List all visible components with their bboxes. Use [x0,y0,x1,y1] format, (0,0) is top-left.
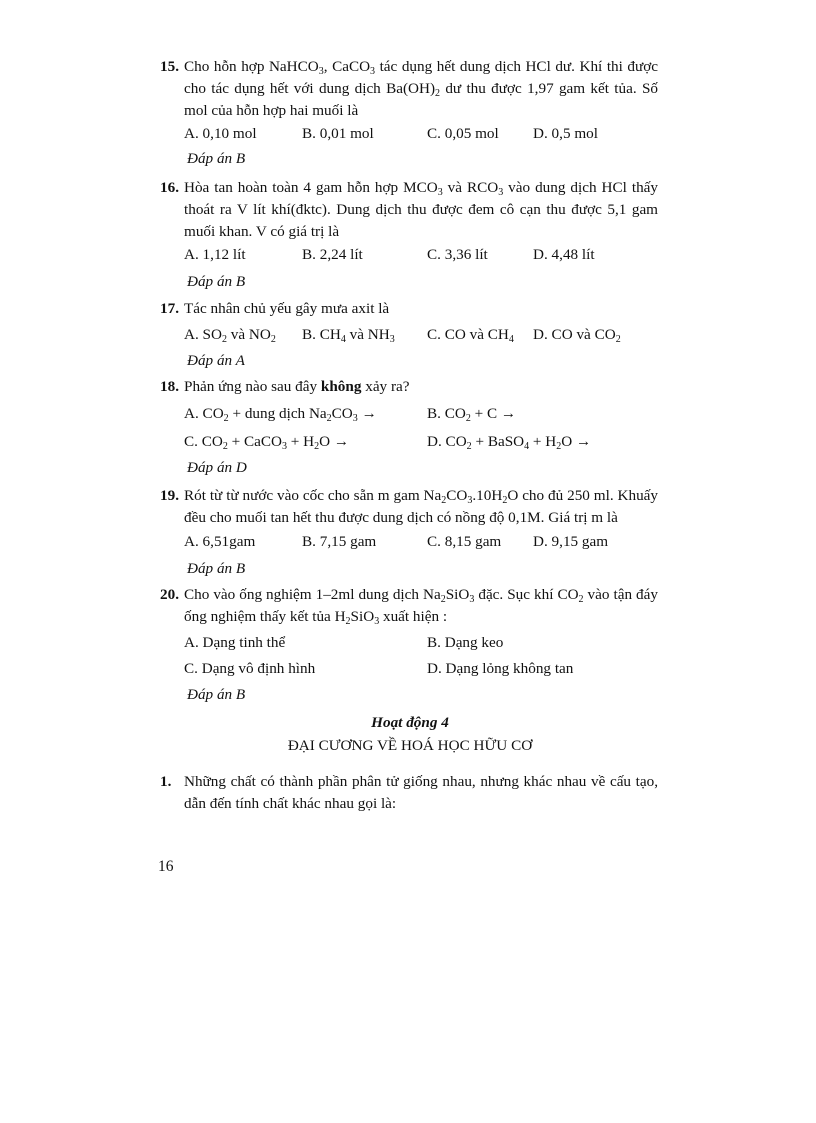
answer: Đáp án B [187,150,246,167]
question-text: Tác nhân chủ yếu gây mưa axit là [184,300,390,317]
option-d: D. 0,5 mol [533,125,598,142]
question-number: 15. [160,58,179,75]
option-c: C. $CO_2$ + CaCO$_3$ + $H_2O$ → [184,433,350,452]
option-a: A. 0,10 mol [184,125,257,142]
question-15 [160,56,658,122]
option-c: C. Dạng vô định hình [184,660,316,677]
options-row [184,244,664,266]
question-1 [160,771,658,815]
question-17 [160,298,658,320]
option-d: D. Dạng lỏng không tan [427,660,574,677]
answer: Đáp án B [187,686,246,703]
option-d: D. 4,48 lít [533,246,595,263]
answer: Đáp án D [187,459,247,476]
option-b: B. 2,24 lít [302,246,363,263]
options-row [184,324,664,346]
question-text: Cho vào ống nghiệm 1–2ml dung dịch $Na_2SiO_3$ đặc. Sục khí $CO_2$ vào tận đáy ống nghiệm thấy kết tủa $H_2SiO_3$ xuất hiện : [184,586,658,627]
option-d: D. CO và $CO_2$ [533,326,621,345]
option-b: B. 0,01 mol [302,125,374,142]
question-text: Cho hỗn hợp NaHCO$_3$, CaCO$_3$ tác dụng hết dung dịch HCl dư. Khí thi được cho tác dụng hết với dung dịch $Ba(OH)_2$ dư thu được 1,97 gam kết tủa. Số mol của hỗn hợp hai muối là [184,58,658,119]
options-row [184,431,664,453]
section-subtitle: ĐẠI CƯƠNG VỀ HOÁ HỌC HỮU CƠ [287,737,533,754]
question-16 [160,177,658,243]
question-18 [160,376,658,398]
section-title: Hoạt động 4 [371,714,449,731]
option-b: B. Dạng keo [427,634,504,651]
options-row [184,632,664,654]
question-number: 18. [160,378,179,395]
option-d: D. 9,15 gam [533,533,609,550]
option-b: B. 7,15 gam [302,533,377,550]
option-d: D. $CO_2$ + BaSO$_4$ + $H_2O$ → [427,433,592,452]
question-text: Những chất có thành phần phân tử giống nhau, nhưng khác nhau về cấu tạo, dẫn đến tính chất khác nhau gọi là: [184,773,658,812]
answer: Đáp án B [187,560,246,577]
answer: Đáp án B [187,273,246,290]
question-number: 19. [160,487,179,504]
option-b: B. $CO_2 + C$ → [427,405,517,424]
question-number: 17. [160,300,179,317]
option-c: C. 8,15 gam [427,533,502,550]
page-number: 16 [158,858,174,875]
question-number: 1. [160,773,172,790]
question-number: 20. [160,586,179,603]
option-c: C. 3,36 lít [427,246,488,263]
options-row [184,658,664,680]
option-b: B. $CH_4$ và $NH_3$ [302,326,395,345]
option-a: A. 1,12 lít [184,246,246,263]
options-row [184,531,664,553]
answer: Đáp án A [187,352,245,369]
question-text: Rót từ từ nước vào cốc cho sẵn m gam $Na_2CO_3.10H_2O$ cho đủ 250 ml. Khuấy đều cho muối tan hết thu được dung dịch có nồng độ 0,1M. Giá trị m là [184,487,658,526]
option-a: A. Dạng tinh thể [184,634,286,651]
question-20 [160,584,658,628]
question-19 [160,485,658,529]
option-c: C. 0,05 mol [427,125,499,142]
option-c: C. CO và $CH_4$ [427,326,514,345]
options-row [184,123,664,145]
question-number: 16. [160,179,179,196]
question-text: Hòa tan hoàn toàn 4 gam hỗn hợp $MCO_3$ và $RCO_3$ vào dung dịch HCl thấy thoát ra V lít khí(đktc). Dung dịch thu được đem cô cạn thu được 5,1 gam muối khan. V có giá trị là [184,179,659,240]
question-text: Phản ứng nào sau đây không xảy ra? [184,378,410,395]
options-row [184,403,664,425]
option-a: A. $CO_2$ + dung dịch $Na_2CO_3$ → [184,405,377,424]
option-a: A. $SO_2$ và $NO_2$ [184,326,276,345]
option-a: A. 6,51gam [184,533,256,550]
